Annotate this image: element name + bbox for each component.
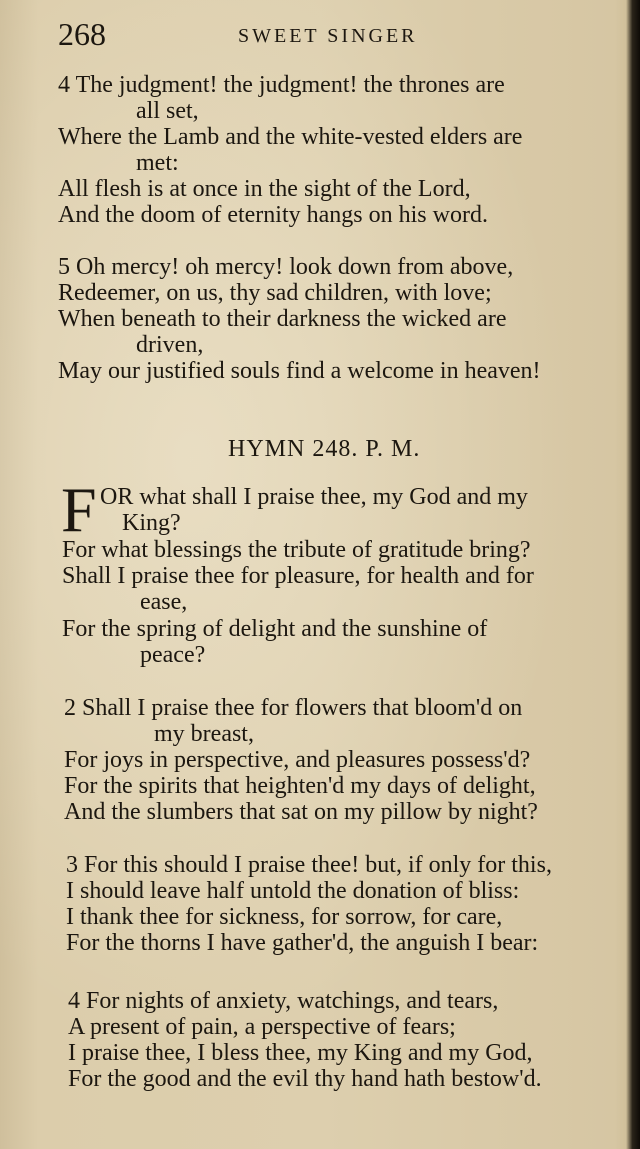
verse2-line1: 2 Shall I praise thee for flowers that bloom'd on [64,695,523,721]
verse3-line3: I thank thee for sickness, for sorrow, for care, [66,904,503,930]
page-number: 268 [58,16,106,52]
verse2-line2: my breast, [154,721,254,747]
prev-verse4-line2: all set, [136,98,199,124]
verse1-line7: peace? [140,642,206,668]
verse4-line2: A present of pain, a perspective of fears; [68,1014,456,1040]
verse2-line3: For joys in perspective, and pleasures possess'd? [64,747,531,773]
verse4-line3: I praise thee, I bless thee, my King and my God, [68,1040,533,1066]
verse4-line1: 4 For nights of anxiety, watchings, and tears, [68,988,499,1014]
prev-verse4-line1: 4 The judgment! the judgment! the thrones are [58,72,505,98]
verse1-line5: ease, [140,589,188,615]
verse4-line4: For the good and the evil thy hand hath bestow'd. [68,1066,542,1092]
hymn-title: HYMN 248. P. M. [228,436,421,462]
running-title: SWEET SINGER [238,25,418,47]
verse1-line6: For the spring of delight and the sunshine of [62,616,488,642]
verse3-line4: For the thorns I have gather'd, the anguish I bear: [66,930,539,956]
verse2-line5: And the slumbers that sat on my pillow by night? [64,799,538,825]
prev-verse4-line6: And the doom of eternity hangs on his word. [58,202,488,228]
verse1-line4: Shall I praise thee for pleasure, for health and for [62,563,534,589]
prev-verse5-line1: 5 Oh mercy! oh mercy! look down from above, [58,254,514,280]
verse2-line4: For the spirits that heighten'd my days of delight, [64,773,536,799]
verse3-line1: 3 For this should I praise thee! but, if only for this, [66,852,552,878]
prev-verse5-line4: driven, [136,332,204,358]
verse1-line1: OR what shall I praise thee, my God and my [100,484,528,510]
prev-verse4-line3: Where the Lamb and the white-vested elders are [58,124,523,150]
verse1-line2: King? [122,510,181,536]
prev-verse5-line5: May our justified souls find a welcome in heaven! [58,358,541,384]
prev-verse4-line4: met: [136,150,179,176]
verse1-line3: For what blessings the tribute of gratitude bring? [62,537,531,563]
binding-edge [626,0,640,1149]
drop-cap: F [61,474,97,545]
prev-verse5-line2: Redeemer, on us, thy sad children, with love; [58,280,492,306]
prev-verse5-line3: When beneath to their darkness the wicked are [58,306,507,332]
verse3-line2: I should leave half untold the donation of bliss: [66,878,520,904]
prev-verse4-line5: All flesh is at once in the sight of the Lord, [58,176,471,202]
